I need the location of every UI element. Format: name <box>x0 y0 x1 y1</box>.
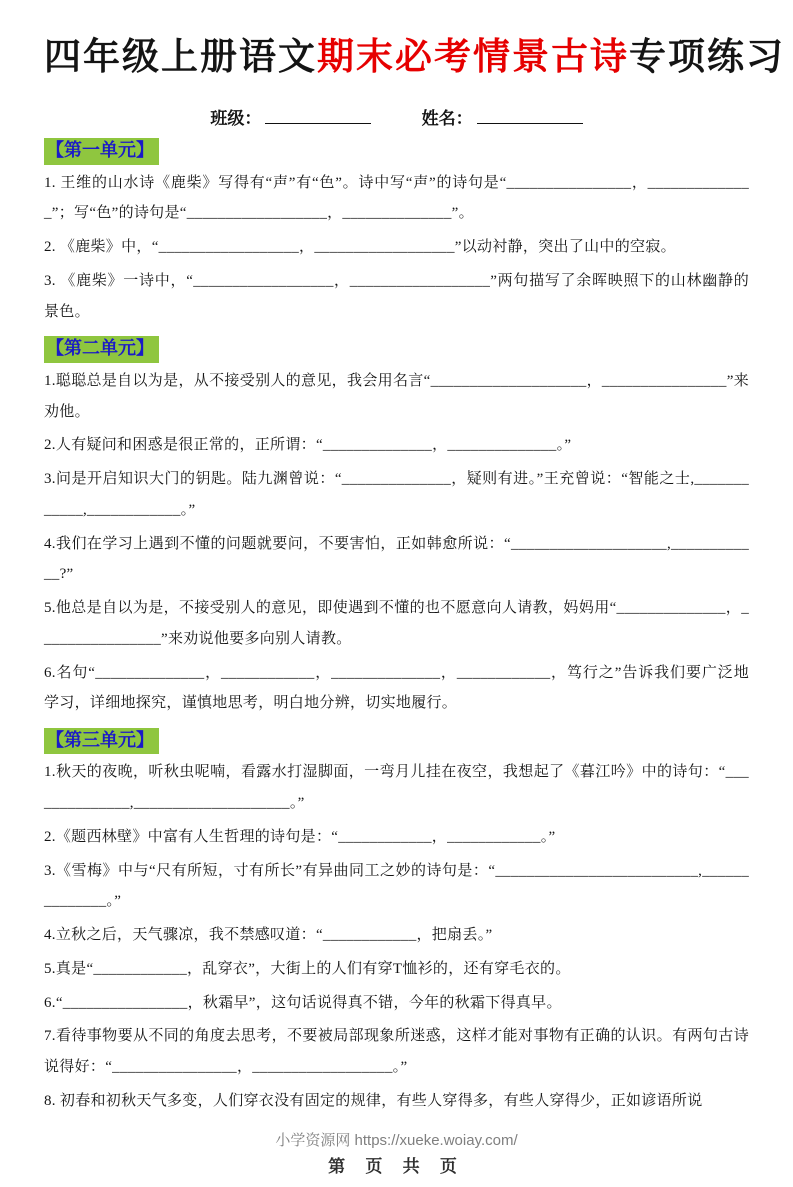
exercise-item: 2.《题西林壁》中富有人生哲理的诗句是：“____________，____________。” <box>44 828 556 845</box>
exercise-item: 6.“________________，秋霜早”，这句话说得真不错，今年的秋霜下得真早。 <box>44 994 562 1011</box>
title-highlight: 期末必考情景古诗 <box>317 36 629 77</box>
section-header: 【第二单元】 <box>44 336 159 362</box>
title-suffix: 专项练习 <box>629 36 785 77</box>
page-title <box>44 34 785 80</box>
page-footer <box>44 1129 749 1177</box>
section-header: 【第一单元】 <box>44 138 159 164</box>
exercise-item: 7.看待事物要从不同的角度去思考，不要被局部现象所迷惑，这样才能对事物有正确的认识。有两句古诗说得好：“________________，__________________。” <box>44 1028 749 1076</box>
class-name-row <box>44 104 749 129</box>
footer-site-url: 小学资源网 https://xueke.woiay.com/ <box>275 1131 518 1149</box>
class-label: 班级： <box>210 109 262 129</box>
exercise-item: 1.聪聪总是自以为是，从不接受别人的意见，我会用名言“____________________，________________”来劝他。 <box>44 372 749 420</box>
class-field <box>210 104 371 129</box>
exercise-item: 2. 《鹿柴》中，“__________________，__________________”以动衬静，突出了山中的空寂。 <box>44 239 676 256</box>
exercise-item: 1. 王维的山水诗《鹿柴》写得有“声”有“色”。诗中写“声”的诗句是“________________，______________”；写“色”的诗句是“__________________，______________”。 <box>44 174 749 222</box>
name-label: 姓名： <box>421 109 473 129</box>
exercise-item: 5.真是“____________，乱穿衣”，大街上的人们有穿T恤衫的，还有穿毛衣的。 <box>44 960 571 977</box>
section-header: 【第三单元】 <box>44 728 159 754</box>
title-prefix: 四年级上册语文 <box>44 36 317 77</box>
exercise-item: 2.人有疑问和困惑是很正常的，正所谓：“______________，______________。” <box>44 437 572 454</box>
exercise-item: 1.秋天的夜晚，听秋虫呢喃，看露水打湿脚面，一弯月儿挂在夜空，我想起了《暮江吟》中的诗句：“______________,____________________。” <box>44 764 749 812</box>
name-field <box>422 104 583 129</box>
class-blank-line <box>265 110 371 124</box>
exercise-item: 3.《雪梅》中与“尺有所短，寸有所长”有异曲同工之妙的诗句是：“__________________________,______________。” <box>44 862 749 910</box>
exercise-item: 3.问是开启知识大门的钥匙。陆九渊曾说：“______________，疑则有进。”王充曾说：“智能之士,____________,____________。” <box>44 471 749 518</box>
exercise-item: 8. 初春和初秋天气多变，人们穿衣没有固定的规律，有些人穿得多，有些人穿得少，正如谚语所说 <box>44 1092 703 1109</box>
exercise-item: 5.他总是自以为是，不接受别人的意见，即使遇到不懂的也不愿意向人请教，妈妈用“______________，________________”来劝说他要多向别人请教。 <box>44 600 749 647</box>
exercise-item: 4.立秋之后，天气骤凉，我不禁感叹道：“____________，把扇丢。” <box>44 927 493 944</box>
exercise-item: 6.名句“______________，____________，______________，____________，笃行之”告诉我们要广泛地学习，详细地探究，谨慎地思考，明白地分辨，切实地履行。 <box>44 664 749 712</box>
name-blank-line <box>477 110 583 124</box>
footer-page-info: 第 页 共 页 <box>328 1156 465 1176</box>
exercise-item: 3. 《鹿柴》一诗中，“__________________，__________________”两句描写了余晖映照下的山林幽静的景色。 <box>44 272 749 320</box>
sections-container <box>44 138 749 1116</box>
exercise-item: 4.我们在学习上遇到不懂的问题就要问，不要害怕，正如韩愈所说：“____________________,____________?” <box>44 535 749 583</box>
